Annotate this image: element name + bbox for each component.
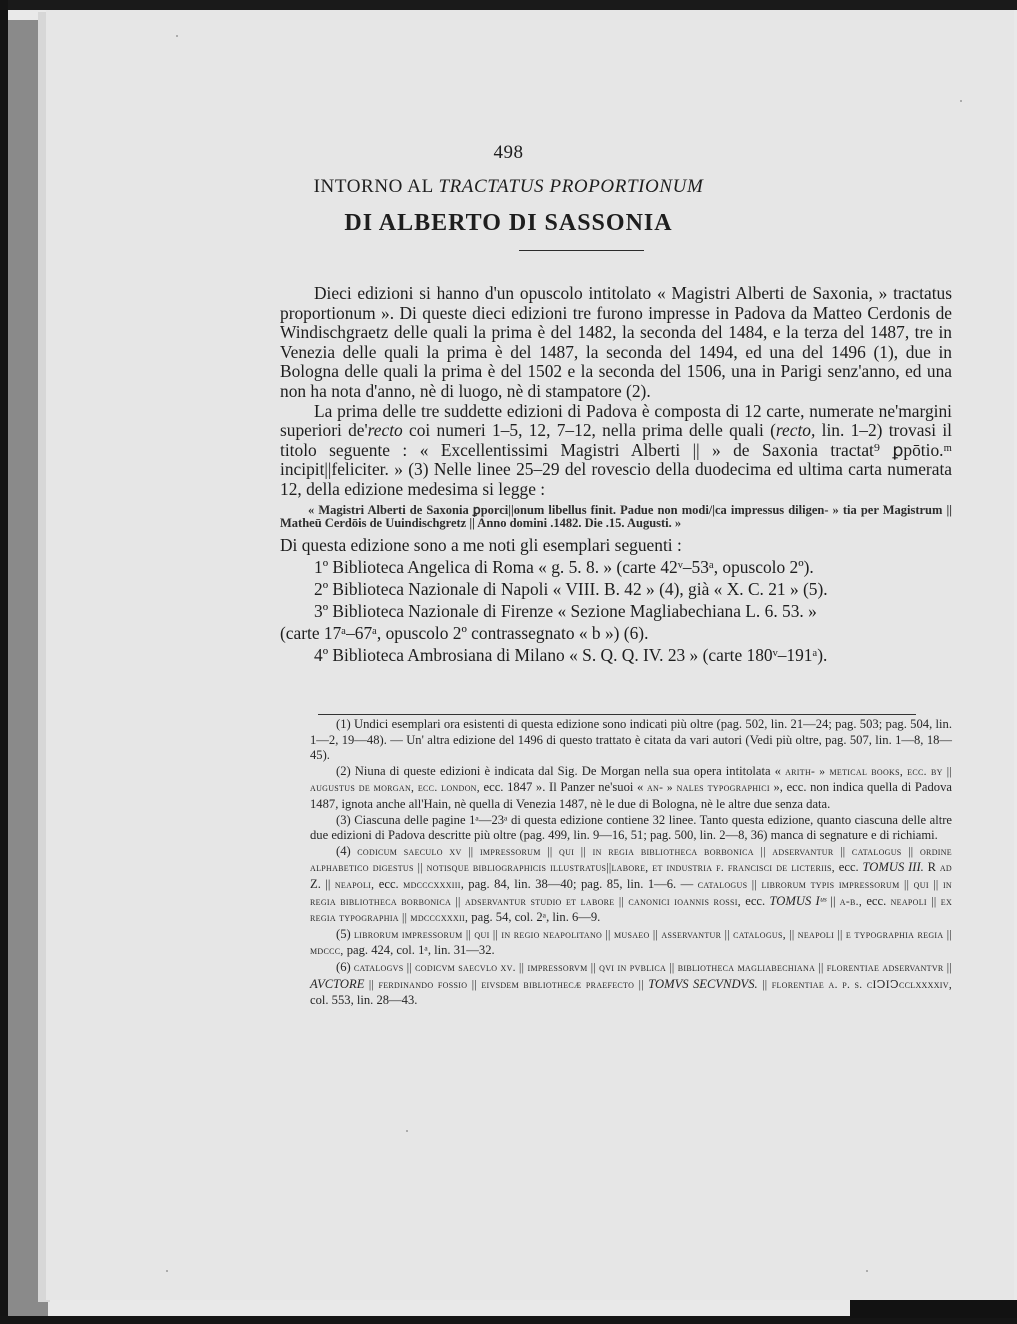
footnote-text: Z. ||	[310, 876, 335, 891]
footnote-smallcaps: ad	[939, 862, 952, 875]
footnote-text: R	[923, 860, 940, 875]
list-item: 4º Biblioteca Ambrosiana di Milano « S. Q. Q. IV. 23 » (carte 180ᵛ–191ᵃ).	[314, 644, 828, 665]
footnote-mark: (6)	[336, 959, 351, 974]
footnote-text: Niuna di queste edizioni è indicata dal Sig. De Morgan nella sua opera intitolata «	[354, 763, 786, 778]
list-item: 2º Biblioteca Nazionale di Napoli « VIII. B. 42 » (4), già « X. C. 21 » (5).	[314, 578, 828, 599]
paragraph-2-text-b: coi numeri 1–5, 12, 7–12, nella prima delle quali (	[402, 420, 776, 441]
colophon-quote: « Magistri Alberti de Saxonia ꝑporci||onum libellus finit. Padue non modi/|ca impressus diligen- » tia per Magistrum || Matheū Cerdōis de Uuindischgretz || Anno domini .1482. Die .15. Augusti. »	[280, 502, 952, 530]
footnote-smallcaps: librorum impressorum || qui || in regio neapolitano || musaeo || asservantur || catalogus, || neapoli || e typographia regia || mdccc,	[310, 928, 952, 958]
list-item: 3º Biblioteca Nazionale di Firenze « Sezione Magliabechiana L. 6. 53. »	[314, 600, 817, 621]
list-item-continuation: (carte 17ᵃ–67ᵃ, opuscolo 2º contrassegnato « b ») (6).	[280, 622, 649, 643]
scan-frame-top	[0, 0, 1017, 10]
title-rule	[519, 250, 644, 251]
scan-frame-left	[0, 0, 8, 1324]
footnote-5	[310, 927, 952, 960]
footnote-italic: TOMUS Iᵘˢ	[769, 893, 827, 908]
paragraph-2-text-c: lin. 1–2) trovasi il titolo seguente : « Excellentissimi Magistri Alberti || » de Saxonia tractat⁹ ꝑpōtio.ᵐ incipit||feliciter. » (3) Nelle linee 25–29 del rovescio della duodecima ed ultima carta numerata 12, della edizione medesima si legge :	[280, 420, 952, 499]
footnote-text: ecc.	[834, 860, 863, 875]
footnote-smallcaps: codicum saeculo xv || impressorum || qui || in regia bibliotheca borbonica || adservantur || catalogus || ordine alphabetico digestus || notisque bibliographicis illustratus||labore, et industria f. francisci de licteriis,	[310, 845, 952, 875]
footnote-mark: (4)	[336, 843, 351, 858]
footnote-italic: AVCTORE	[310, 976, 369, 991]
footnote-text: pag. 424, col. 1ᵃ, lin. 31—32.	[343, 943, 495, 958]
title-italic: TRACTATUS PROPORTIONUM	[438, 176, 704, 197]
footnote-text: », ecc. non indica quella di Padova 1487, ignota anche all'Hain, nè quella di Venezia 1487, nè le due di Bologna, nè le altre due senza data.	[310, 780, 952, 811]
paragraph-2-text-a: La prima delle tre suddette edizioni di Padova è composta di 12 carte, numerate ne'margini superiori de'	[280, 400, 952, 441]
footnote-smallcaps: neapoli || ex regia typographia || mdcccxxxii,	[310, 895, 953, 925]
footnote-text: Ciascuna delle pagine 1ᵃ—23ᵃ di questa edizione contiene 32 linee. Tanto questa edizione, quanto ciascuna delle altre due edizioni di Padova descritte più oltre (pag. 499, lin. 9—16, 51; pag. 500, lin. 2—8, 36) manca di segnature e di richiami.	[310, 812, 952, 843]
footnote-1	[310, 717, 952, 764]
title-prefix: INTORNO AL	[313, 176, 439, 197]
footnote-smallcaps: a-b.,	[839, 895, 862, 908]
footnote-smallcaps: mdcccxxxiii	[403, 878, 461, 891]
footnote-rule	[318, 714, 916, 715]
footnote-text: ecc. 1847 ». Il Panzer ne'suoi «	[479, 780, 647, 795]
footnote-2	[310, 764, 952, 813]
list-item: 1º Biblioteca Angelica di Roma « g. 5. 8. » (carte 42ᵛ–53ᵃ, opuscolo 2º).	[314, 556, 814, 577]
footnote-smallcaps: catalogvs || codicvm saecvlo xv. || impressorvm || qvi in pvblica || bibliotheca magliabechiana || florentiae adservantvr ||	[353, 961, 952, 974]
footnote-smallcaps: an- » nales typographici	[646, 782, 770, 795]
footnote-mark: (5)	[336, 926, 351, 941]
footnote-text: , pag. 84, lin. 38—40; pag. 85, lin. 1—6. —	[460, 876, 698, 891]
footnotes	[310, 717, 952, 1009]
footnote-text: pag. 54, col. 2ᵃ, lin. 6—9.	[468, 910, 601, 925]
footnote-italic: TOMUS III.	[862, 860, 924, 875]
paragraph-2-italic-recto: recto	[367, 420, 403, 441]
scan-frame-bottom-right	[850, 1300, 1017, 1318]
footnote-smallcaps: || ferdinando fossio || eivsdem bibliothecæ praefecto ||	[368, 978, 644, 991]
footnote-text: ecc.	[374, 876, 404, 891]
footnote-text: ||	[826, 893, 840, 908]
paragraph-2	[280, 402, 952, 500]
footnote-text: col. 553, lin. 28—43.	[310, 993, 418, 1008]
footnote-smallcaps: neapoli,	[334, 878, 375, 891]
footnote-italic: TOMVS SECVNDVS.	[643, 976, 763, 991]
footnote-smallcaps: catalogus || librorum typis impressorum || qui || in regia bibliotheca borbonica || adservantur studio et labore || canonici ioannis rossi,	[310, 878, 952, 908]
footnote-3	[310, 813, 952, 844]
title-line-1	[0, 176, 1017, 198]
footnote-text: Undici esemplari ora esistenti di questa edizione sono indicati più oltre (pag. 502, lin. 21—24; pag. 503; pag. 504, lin. 1—2, 19—48). — Un' altra edizione del 1496 di questo trattato è citata da vari autori (Vedi più oltre, pag. 507, lin. 1—8, 18—45).	[310, 717, 952, 763]
footnote-mark: (2)	[336, 763, 351, 778]
title-line-2: DI ALBERTO DI SASSONIA	[344, 210, 673, 236]
body-text	[280, 284, 952, 666]
paragraph-2-italic-recto-2: recto,	[775, 420, 816, 441]
footnote-mark: (1)	[336, 717, 351, 731]
paragraph-1: Dieci edizioni si hanno d'un opuscolo intitolato « Magistri Alberti de Saxonia, » tractatus proportionum ». Di queste dieci edizioni tre furono impresse in Padova da Matteo Cerdonis de Windischgraetz delle quali la prima è del 1482, la seconda del 1484, e la terza del 1487, tre in Venezia delle quali la prima è del 1487, la seconda del 1494, ed una del 1496 (1), due in Bologna delle quali la prima è del 1502 e la seconda del 1506, una in Parigi senz'anno, ed una non ha nota d'anno, nè di luogo, nè di stampatore (2).	[280, 283, 952, 401]
footnote-4	[310, 844, 952, 927]
footnote-smallcaps: || florentiae a. p. s. cIↃIↃcclxxxxiv,	[762, 978, 952, 991]
footnote-6	[310, 960, 952, 1009]
footnote-text: ecc.	[862, 893, 891, 908]
footnote-smallcaps: arith- » metical books, ecc. by || augustus de morgan, ecc. london,	[310, 765, 952, 795]
footnote-mark: (3)	[336, 812, 351, 827]
footnote-text: ecc.	[740, 893, 770, 908]
list-intro: Di questa edizione sono a me noti gli esemplari seguenti :	[280, 534, 682, 555]
page-number: 498	[493, 142, 524, 163]
